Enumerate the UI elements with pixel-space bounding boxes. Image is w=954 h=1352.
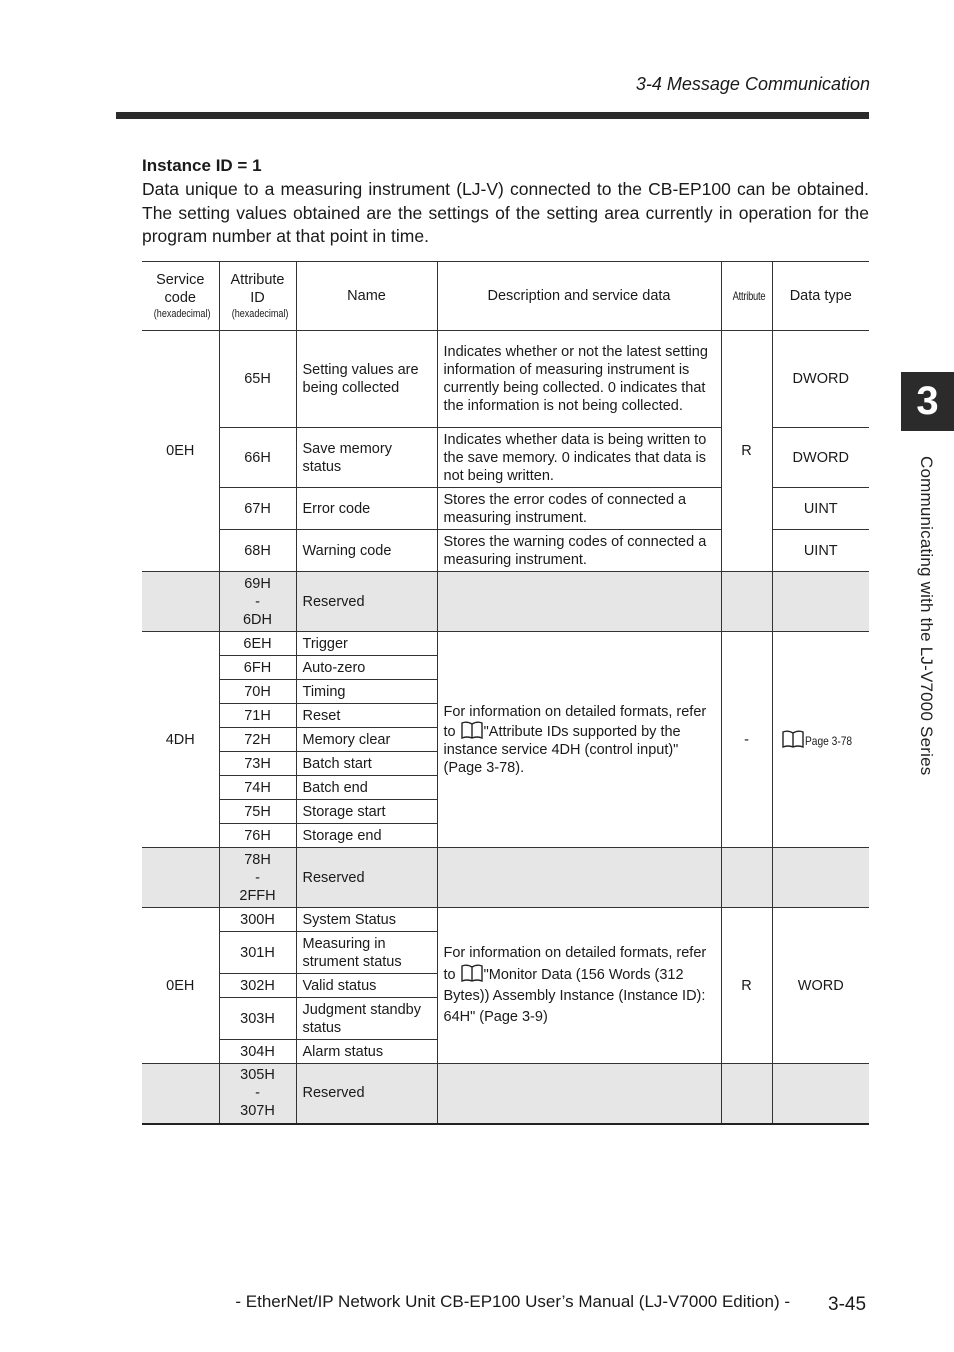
table-row [142,908,869,932]
name-cell: Reserved [296,1064,437,1124]
name-cell: Auto-zero [296,656,437,680]
empty-cell [721,1064,772,1124]
description-cell: Indicates whether or not the latest setting information of measuring instrument is currently being collected. 0 indicates that the information is not being collected. [437,331,721,428]
data-type-cell: UINT [772,530,869,572]
name-cell: Batch end [296,776,437,800]
attribute-id-cell: 70H [219,680,296,704]
table-header-row [142,262,869,331]
description-cell: Stores the error codes of connected a measuring instrument. [437,488,721,530]
attribute-id-cell: 73H [219,752,296,776]
data-type-cell: DWORD [772,428,869,488]
name-cell: Trigger [296,632,437,656]
footer-manual-title: - EtherNet/IP Network Unit CB-EP100 User’s Manual (LJ-V7000 Edition) - [235,1292,790,1311]
chapter-number-tab: 3 [901,372,954,431]
attribute-id-cell: 302H [219,974,296,998]
empty-cell [142,572,219,632]
name-cell: Warning code [296,530,437,572]
attribute-table [142,261,869,1125]
empty-cell [437,848,721,908]
attribute-cell: R [721,908,772,1064]
empty-cell [772,572,869,632]
table-row [142,331,869,428]
name-cell: Timing [296,680,437,704]
empty-cell [142,1064,219,1124]
description-cell: For information on detailed formats, refer to "Attribute IDs supported by the instance service 4DH (control input)" (Page 3-78). [437,632,721,848]
header-description: Description and service data [437,262,721,331]
name-cell: Measuring in strument status [296,932,437,974]
header-data-type: Data type [772,262,869,331]
empty-cell [437,1064,721,1124]
attribute-id-cell: 67H [219,488,296,530]
header-rule [116,112,869,119]
book-icon [460,721,484,739]
book-icon [781,730,805,748]
description-cell: Indicates whether data is being written to the save memory. 0 indicates that data is not being written. [437,428,721,488]
attribute-id-cell: 66H [219,428,296,488]
name-cell: Save memory status [296,428,437,488]
attribute-id-cell: 68H [219,530,296,572]
chapter-title-vertical: Communicating with the LJ-V7000 Series [917,456,936,776]
attribute-id-cell: 72H [219,728,296,752]
empty-cell [142,848,219,908]
attribute-id-range-cell: 78H - 2FFH [219,848,296,908]
attribute-id-cell: 6FH [219,656,296,680]
empty-cell [721,572,772,632]
header-attribute-id: Attribute ID (hexadecimal) [219,262,296,331]
name-cell: Storage end [296,824,437,848]
attribute-id-cell: 74H [219,776,296,800]
attribute-id-cell: 71H [219,704,296,728]
name-cell: Reset [296,704,437,728]
header-name: Name [296,262,437,331]
book-icon [460,964,484,982]
service-code-cell: 0EH [142,908,219,1064]
header-attribute: Attribute [721,262,772,331]
name-cell: Reserved [296,572,437,632]
reserved-row [142,572,869,632]
empty-cell [772,848,869,908]
description-cell: For information on detailed formats, refer to "Monitor Data (156 Words (312 Bytes)) Assembly Instance (Instance ID): 64H" (Page 3-9) [437,908,721,1064]
header-service-code: Service code (hexadecimal) [142,262,219,331]
attribute-cell: R [721,331,772,572]
empty-cell [721,848,772,908]
page-reference-link[interactable]: Page 3-78 [805,734,853,748]
data-type-cell: WORD [772,908,869,1064]
name-cell: Batch start [296,752,437,776]
attribute-id-cell: 304H [219,1040,296,1064]
empty-cell [772,1064,869,1124]
name-cell: Memory clear [296,728,437,752]
table-row [142,632,869,656]
data-type-cell[interactable] [772,632,869,848]
data-type-cell: DWORD [772,331,869,428]
name-cell: Setting values are being collected [296,331,437,428]
reserved-row [142,848,869,908]
section-title: 3-4 Message Communication [635,74,870,94]
page-number: 3-45 [828,1294,867,1315]
name-cell: Error code [296,488,437,530]
name-cell: Alarm status [296,1040,437,1064]
attribute-id-cell: 76H [219,824,296,848]
data-type-cell: UINT [772,488,869,530]
description-cell: Stores the warning codes of connected a measuring instrument. [437,530,721,572]
attribute-cell: - [721,632,772,848]
attribute-id-range-cell: 305H - 307H [219,1064,296,1124]
attribute-id-cell: 75H [219,800,296,824]
name-cell: System Status [296,908,437,932]
attribute-id-range-cell: 69H - 6DH [219,572,296,632]
name-cell: Storage start [296,800,437,824]
attribute-id-cell: 303H [219,998,296,1040]
name-cell: Judgment standby status [296,998,437,1040]
service-code-cell: 0EH [142,331,219,572]
reserved-row [142,1064,869,1124]
attribute-id-cell: 300H [219,908,296,932]
empty-cell [437,572,721,632]
attribute-id-cell: 65H [219,331,296,428]
attribute-id-cell: 6EH [219,632,296,656]
name-cell: Reserved [296,848,437,908]
name-cell: Valid status [296,974,437,998]
intro-paragraph: Data unique to a measuring instrument (LJ-V) connected to the CB-EP100 can be obtained. The setting values obtained are the settings of the setting area currently in operation for the program number at that point in time. [142,179,869,246]
instance-heading: Instance ID = 1 [142,156,262,175]
attribute-id-cell: 301H [219,932,296,974]
service-code-cell: 4DH [142,632,219,848]
